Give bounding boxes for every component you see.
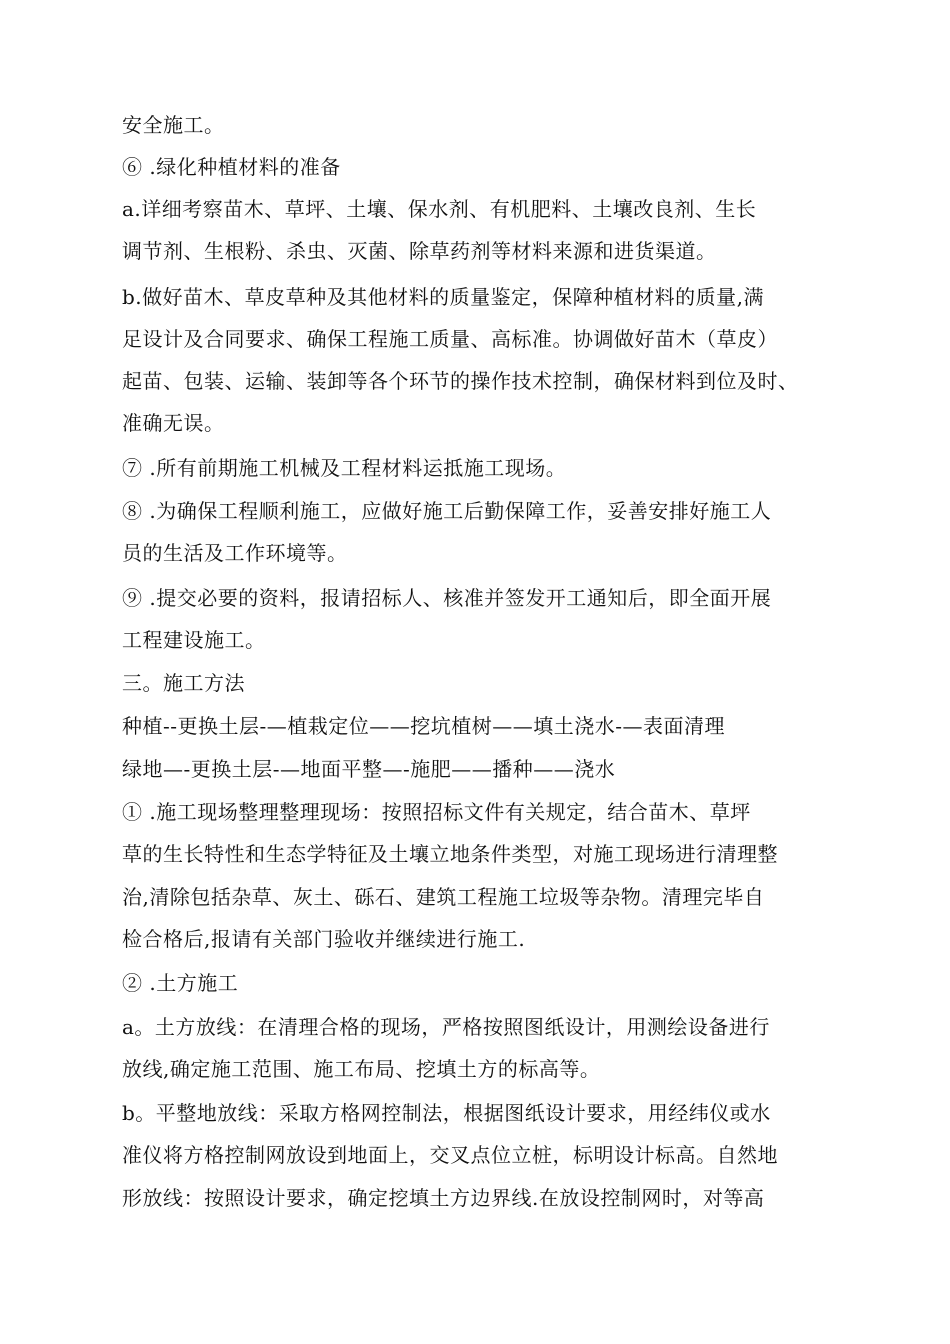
text-line: ⑧ .为确保工程顺利施工，应做好施工后勤保障工作，妥善安排好施工人 — [122, 499, 772, 523]
text-line: ① .施工现场整理整理现场：按照招标文件有关规定，结合苗木、草坪 — [122, 800, 751, 824]
text-line: 形放线：按照设计要求，确定挖填土方边界线.在放设控制网时，对等高 — [122, 1186, 765, 1210]
text-line: b。平整地放线：采取方格网控制法，根据图纸设计要求，用经纬仪或水 — [122, 1101, 771, 1125]
text-line: ⑨ .提交必要的资料，报请招标人、核准并签发开工通知后，即全面开展 — [122, 586, 772, 610]
text-line: 检合格后,报请有关部门验收并继续进行施工. — [122, 927, 526, 951]
text-line: 治,清除包括杂草、灰土、砾石、建筑工程施工垃圾等杂物。清理完毕自 — [122, 885, 765, 909]
text-line: 放线,确定施工范围、施工布局、挖填土方的标高等。 — [122, 1057, 601, 1081]
text-line: 安全施工。 — [122, 113, 225, 137]
text-line: 种植--更换土层-—植栽定位——挖坑植树——填土浇水-—表面清理 — [122, 714, 726, 738]
section-heading: 三。施工方法 — [122, 671, 245, 695]
text-line: 准确无误。 — [122, 411, 225, 435]
text-line: 足设计及合同要求、确保工程施工质量、高标准。协调做好苗木（草皮） — [122, 327, 778, 351]
text-line: 起苗、包装、运输、装卸等各个环节的操作技术控制，确保材料到位及时、 — [122, 369, 799, 393]
text-line: b.做好苗木、草皮草种及其他材料的质量鉴定，保障种植材料的质量,满 — [122, 285, 765, 309]
text-line: 员的生活及工作环境等。 — [122, 541, 348, 565]
text-line: ⑦ .所有前期施工机械及工程材料运抵施工现场。 — [122, 456, 567, 480]
text-line: 工程建设施工。 — [122, 628, 266, 652]
text-line: a.详细考察苗木、草坪、土壤、保水剂、有机肥料、土壤改良剂、生长 — [122, 197, 757, 221]
text-line: 绿地—-更换土层-—地面平整—-施肥——播种——浇水 — [122, 757, 616, 781]
text-line: 草的生长特性和生态学特征及土壤立地条件类型，对施工现场进行清理整 — [122, 842, 778, 866]
text-line: 准仪将方格控制网放设到地面上，交叉点位立桩，标明设计标高。自然地 — [122, 1143, 778, 1167]
text-line: ⑥ .绿化种植材料的准备 — [122, 155, 341, 179]
text-line: a。土方放线：在清理合格的现场，严格按照图纸设计，用测绘设备进行 — [122, 1015, 770, 1039]
text-line: ② .土方施工 — [122, 971, 239, 995]
text-line: 调节剂、生根粉、杀虫、灭菌、除草药剂等材料来源和进货渠道。 — [122, 239, 717, 263]
